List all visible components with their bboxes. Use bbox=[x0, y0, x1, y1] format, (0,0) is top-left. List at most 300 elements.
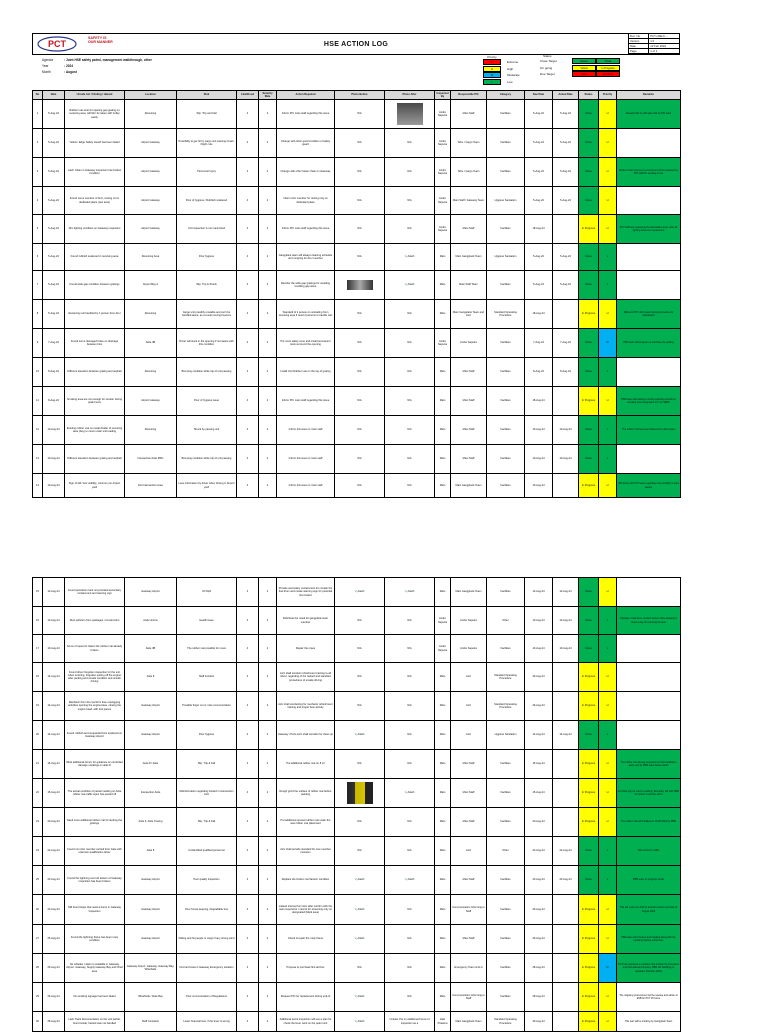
priority-badge: L bbox=[599, 271, 617, 300]
attachment-link[interactable]: 📎Attach bbox=[354, 590, 365, 594]
page-title: HSE ACTION LOG bbox=[323, 41, 389, 48]
row-finding: Existing rubber mat on metal divider of receiving area (bay) to move under unit loading bbox=[65, 416, 125, 445]
status-badge: Close bbox=[579, 129, 599, 158]
row-category: Other bbox=[487, 837, 525, 866]
row-likelihood: 4 bbox=[237, 244, 259, 271]
attachment-link[interactable]: 📎Attach bbox=[354, 878, 365, 882]
attachment-link[interactable]: 📎Attach bbox=[354, 733, 365, 737]
row-actual-date: 5-Aug-24 bbox=[553, 187, 579, 215]
status-badge: Close bbox=[579, 100, 599, 129]
row-category: Facilities bbox=[487, 895, 525, 925]
row-responsible-pic: ALU bbox=[451, 837, 487, 866]
row-likelihood: 4 bbox=[237, 779, 259, 808]
row-actual-date bbox=[553, 387, 579, 416]
row-due-date: 26-Aug-24 bbox=[525, 895, 553, 925]
row-likelihood: 4 bbox=[237, 100, 259, 129]
row-photo-before bbox=[335, 866, 385, 895]
row-risk: Poor hygiene bbox=[177, 244, 237, 271]
row-risk: Poor communication of Regulations bbox=[177, 983, 237, 1012]
row-finding: Found driver forgotten inspection for the unit when entering, forgotten putting off the engine after parking and unsafe condition and unsafe driving bbox=[65, 663, 125, 692]
row-finding: Some of ropes for fasten the rubber mat already broken bbox=[65, 635, 125, 663]
row-finding: Need more additional rubber mat for landing the gratings bbox=[65, 808, 125, 837]
row-responsible-pic: Main Staff bbox=[451, 358, 487, 387]
row-photo-before: N/A bbox=[335, 100, 385, 129]
priority-badge: H bbox=[599, 779, 617, 808]
row-finding: Dust pollution from packages / construction bbox=[65, 607, 125, 635]
row-likelihood: 4 bbox=[237, 837, 259, 866]
attachment-link[interactable]: 📎Attach bbox=[404, 283, 415, 287]
status-badge: Close bbox=[579, 837, 599, 866]
row-date: 5-Aug-24 bbox=[43, 100, 65, 129]
row-likelihood: 4 bbox=[237, 663, 259, 692]
row-severity: 2 bbox=[259, 445, 277, 474]
row-due-date: 13-Aug-24 bbox=[525, 607, 553, 635]
row-risk: Possibility to get hit by cargo unit causing Crash-Flight cuts bbox=[177, 129, 237, 158]
column-header: Inspected By bbox=[436, 91, 449, 98]
row-number: 5 bbox=[33, 215, 43, 244]
row-date: 14-Aug-24 bbox=[43, 721, 65, 750]
row-risk: Oil Spill bbox=[177, 578, 237, 607]
row-finding: Receiving unit handled by 1 person from ALU bbox=[65, 300, 125, 329]
row-inspected-by: Main bbox=[435, 445, 451, 474]
row-risk: Less information by driver when driving in Airport yard bbox=[177, 474, 237, 498]
row-risk: Staff Incident bbox=[177, 663, 237, 692]
row-number: 3 bbox=[33, 158, 43, 187]
row-photo-after: N/A bbox=[385, 158, 435, 187]
row-responsible-pic: Main Staff bbox=[451, 100, 487, 129]
row-photo-before: N/A bbox=[335, 244, 385, 271]
row-number: 27 bbox=[33, 925, 43, 954]
row-inspected-by: Main bbox=[435, 925, 451, 954]
status-badge: Close bbox=[579, 721, 599, 750]
row-inspected-by: Andre Saputra bbox=[435, 158, 451, 187]
row-responsible-pic: Communication Informing to Staff bbox=[451, 895, 487, 925]
attachment-link[interactable]: 📎Attach bbox=[354, 1019, 365, 1023]
row-location: Gateway Airport, Gateway, Gateway Bay, Wharfside bbox=[125, 954, 177, 983]
status-badge: In Progress bbox=[579, 750, 599, 779]
row-likelihood: 4 bbox=[237, 578, 259, 607]
row-photo-before bbox=[335, 983, 385, 1012]
row-due-date: 5-Aug-24 bbox=[525, 271, 553, 300]
row-date: 8-Aug-24 bbox=[43, 358, 65, 387]
row-photo-before: N/A bbox=[335, 692, 385, 721]
priority-badge: L bbox=[599, 445, 617, 474]
row-location: Staff Container bbox=[125, 1012, 177, 1032]
row-photo-after: N/A bbox=[385, 300, 435, 329]
row-risk: Health issue bbox=[177, 607, 237, 635]
row-remarks: SBG and PCT will create training procedure for beforehand bbox=[617, 300, 681, 329]
row-photo-after bbox=[385, 866, 435, 895]
row-due-date: 30-Aug-24 bbox=[525, 1012, 553, 1032]
row-action-required: Inform PIC main staff regarding this issue bbox=[277, 100, 335, 129]
row-photo-before: N/A bbox=[335, 215, 385, 244]
row-responsible-pic: Andre Saputra bbox=[451, 635, 487, 663]
table-row bbox=[33, 663, 681, 692]
row-actual-date bbox=[553, 808, 579, 837]
row-remarks: This will under the draft of annual Incident technical 13 August 2024 bbox=[617, 895, 681, 925]
column-header: No bbox=[33, 91, 43, 100]
row-due-date: 7-Aug-24 bbox=[525, 329, 553, 358]
action-log-table-top bbox=[32, 90, 681, 498]
column-header: Severity Rate bbox=[259, 91, 277, 100]
row-finding: Found some member of ALU, resting not in dedicated place (rest area) bbox=[65, 187, 125, 215]
row-actual-date: 7-Aug-24 bbox=[553, 329, 579, 358]
row-category: Facilities bbox=[487, 445, 525, 474]
row-actual-date: 8-Aug-24 bbox=[553, 358, 579, 387]
row-category: Facilities bbox=[487, 635, 525, 663]
priority-badge: L bbox=[599, 837, 617, 866]
row-due-date: 18-Aug-24 bbox=[525, 215, 553, 244]
row-responsible-pic: ALU bbox=[451, 721, 487, 750]
row-location: Wharfside / Aisle Bay bbox=[125, 983, 177, 1012]
row-location: Receiving bbox=[125, 100, 177, 129]
priority-badge: H bbox=[599, 663, 617, 692]
column-header: Status bbox=[579, 91, 599, 100]
row-actual-date bbox=[553, 692, 579, 721]
row-actual-date bbox=[553, 750, 579, 779]
column-header: Location bbox=[125, 91, 177, 100]
priority-badge: H bbox=[599, 983, 617, 1012]
row-due-date: 10-Aug-24 bbox=[525, 445, 553, 474]
row-remarks: PBM team still checked and installed along with the repairing lighting subsurface bbox=[617, 925, 681, 954]
row-date: 5-Aug-24 bbox=[43, 158, 65, 187]
row-actual-date bbox=[553, 474, 579, 498]
row-finding: Still found Gaps that need a bump in Gateway Inspection bbox=[65, 895, 125, 925]
column-header: Action Required bbox=[277, 91, 335, 100]
row-finding: Mechanic from ALU perform fuse unplugging activities opening the engine base, closing the engine head, with tool pieces bbox=[65, 692, 125, 721]
row-actual-date bbox=[553, 954, 579, 983]
row-location: Airport Bay A bbox=[125, 271, 177, 300]
row-date: 23-Aug-24 bbox=[43, 866, 65, 895]
status-badge: Close bbox=[579, 416, 599, 445]
status-badge: In Progress bbox=[579, 300, 599, 329]
row-inspected-by: Main bbox=[435, 954, 451, 983]
row-photo-after bbox=[385, 779, 435, 808]
row-inspected-by: Main bbox=[435, 866, 451, 895]
attachment-link[interactable]: 📎Attach bbox=[354, 907, 365, 911]
attachment-link[interactable]: 📎Attach bbox=[404, 791, 415, 795]
row-inspected-by: Zaki Pratama bbox=[435, 1012, 451, 1032]
table-row bbox=[33, 692, 681, 721]
status-badge: In Progress bbox=[579, 925, 599, 954]
row-date: 10-Aug-24 bbox=[43, 474, 65, 498]
row-severity: 2 bbox=[259, 837, 277, 866]
row-remarks: Broken chain has been secured and will be replaced by PCT staff for sending to use bbox=[617, 158, 681, 187]
row-action-required: Put more safety cone and install permanent tools surround the opening bbox=[277, 329, 335, 358]
row-responsible-pic: Main Staff bbox=[451, 445, 487, 474]
row-risk: Driver will stuck in the opening if not aware with this condition bbox=[177, 329, 237, 358]
row-date: 5-Aug-24 bbox=[43, 215, 65, 244]
row-due-date: 15-Aug-24 bbox=[525, 750, 553, 779]
row-severity: 2 bbox=[259, 692, 277, 721]
row-remarks bbox=[617, 663, 681, 692]
row-actual-date: 13-Aug-24 bbox=[553, 607, 579, 635]
row-location: Gateway Airport bbox=[125, 866, 177, 895]
row-responsible-pic: Main Staff bbox=[451, 750, 487, 779]
row-action-required: Propose to purchase first aid box bbox=[277, 954, 335, 983]
status-badge: In Progress bbox=[579, 954, 599, 983]
row-action-required: Reorder the wide gap gratings for avoiding tumbling gap issue bbox=[277, 271, 335, 300]
row-photo-before: N/A bbox=[335, 387, 385, 416]
row-photo-before bbox=[335, 271, 385, 300]
row-photo-before: N/A bbox=[335, 329, 385, 358]
row-severity: 2 bbox=[259, 300, 277, 329]
table-row bbox=[33, 244, 681, 271]
table-row bbox=[33, 837, 681, 866]
row-photo-before: N/A bbox=[335, 607, 385, 635]
row-due-date: 28-Aug-24 bbox=[525, 983, 553, 1012]
row-responsible-pic: Main Staff / Gateway Team bbox=[451, 187, 487, 215]
row-photo-before: N/A bbox=[335, 158, 385, 187]
row-due-date: 28-Aug-24 bbox=[525, 954, 553, 983]
row-severity: 2 bbox=[259, 866, 277, 895]
row-photo-after: N/A bbox=[385, 416, 435, 445]
priority-badge: L bbox=[599, 358, 617, 387]
row-number: 2 bbox=[33, 129, 43, 158]
status-badge: Close bbox=[579, 329, 599, 358]
row-photo-before: N/A bbox=[335, 416, 385, 445]
svg-text:PCT: PCT bbox=[48, 39, 66, 49]
row-remarks bbox=[617, 358, 681, 387]
row-severity: 2 bbox=[259, 721, 277, 750]
row-inspected-by: Main bbox=[435, 300, 451, 329]
row-risk: Slip, Trip and Fall bbox=[177, 100, 237, 129]
table-row bbox=[33, 100, 681, 129]
row-severity: 2 bbox=[259, 329, 277, 358]
row-photo-after: N/A bbox=[385, 474, 435, 498]
row-likelihood: 4 bbox=[237, 866, 259, 895]
row-location: Receiving Area bbox=[125, 244, 177, 271]
row-due-date: 8-Aug-24 bbox=[525, 358, 553, 387]
row-number: 30 bbox=[33, 1012, 43, 1032]
row-photo-after bbox=[385, 578, 435, 607]
row-due-date: 12-Aug-24 bbox=[525, 578, 553, 607]
row-photo-after: N/A bbox=[385, 215, 435, 244]
row-risk: Bumping condition while trip of unit passing bbox=[177, 358, 237, 387]
row-action-required: Liaised interna from ALU after confirm with the main supervisor / cannot for screening only on designated (Mark area) bbox=[277, 895, 335, 925]
row-actual-date bbox=[553, 300, 579, 329]
row-remarks: The rubber mat will installed on 15-08-2024 by PBM bbox=[617, 808, 681, 837]
row-location: Aisle 3, Aisle Tracing bbox=[125, 808, 177, 837]
table-row bbox=[33, 271, 681, 300]
row-risk: Falling and hit people or cargo if any strong wind bbox=[177, 925, 237, 954]
row-category: Facilities bbox=[487, 329, 525, 358]
table-row bbox=[33, 215, 681, 244]
row-category: Other bbox=[487, 607, 525, 635]
row-due-date: 10-Aug-24 bbox=[525, 474, 553, 498]
status-badge: Close bbox=[579, 866, 599, 895]
row-number: 12 bbox=[33, 416, 43, 445]
row-risk: Lower financial loss, if the lever is wrong bbox=[177, 1012, 237, 1032]
row-severity: 2 bbox=[259, 1012, 277, 1032]
row-photo-before bbox=[335, 1012, 385, 1032]
priority-badge: M bbox=[599, 954, 617, 983]
row-risk: Poor hygiene bbox=[177, 721, 237, 750]
row-action-required: Gateway / Ports ALU shall consider for clean up bbox=[277, 721, 335, 750]
row-number: 20 bbox=[33, 721, 43, 750]
table-row bbox=[33, 895, 681, 925]
attachment-link[interactable]: 📎Attach bbox=[354, 995, 365, 999]
row-category: Facilities bbox=[487, 750, 525, 779]
row-responsible-pic: Communication Informing to Staff bbox=[451, 983, 487, 1012]
row-category: Facilities bbox=[487, 158, 525, 187]
table-row bbox=[33, 300, 681, 329]
row-category: Standard Operating Procedure bbox=[487, 663, 525, 692]
row-likelihood: 4 bbox=[237, 721, 259, 750]
row-finding: No smoking signage has been faded bbox=[65, 983, 125, 1012]
row-remarks: PBM team still progress to purchase the grating bbox=[617, 329, 681, 358]
row-remarks: Already hold on with gate that by PIC team bbox=[617, 100, 681, 129]
row-number: 22 bbox=[33, 779, 43, 808]
row-severity: 2 bbox=[259, 358, 277, 387]
status-badge: In Progress bbox=[579, 663, 599, 692]
row-category: Facilities bbox=[487, 129, 525, 158]
row-remarks bbox=[617, 578, 681, 607]
row-category: Facilities bbox=[487, 578, 525, 607]
row-likelihood: 4 bbox=[237, 925, 259, 954]
row-inspected-by: Andre Saputra bbox=[435, 635, 451, 663]
row-number: 6 bbox=[33, 244, 43, 271]
priority-badge: H bbox=[599, 100, 617, 129]
attachment-link[interactable]: 📎Attach bbox=[404, 878, 415, 882]
status-badge: Close bbox=[579, 607, 599, 635]
row-action-required: Put additional rubber mat on 8 ml bbox=[277, 750, 335, 779]
row-finding: Latch Chain in Gateway inspection has broken condition bbox=[65, 158, 125, 187]
row-category: Facilities bbox=[487, 358, 525, 387]
row-inspected-by: Main bbox=[435, 779, 451, 808]
row-inspected-by: Main bbox=[435, 895, 451, 925]
attachment-link[interactable]: 📎Attach bbox=[354, 937, 365, 941]
row-number: 13 bbox=[33, 445, 43, 474]
row-number: 7 bbox=[33, 271, 43, 300]
table-row bbox=[33, 635, 681, 663]
row-severity: 2 bbox=[259, 100, 277, 129]
row-responsible-pic: Main Staff bbox=[451, 925, 487, 954]
row-photo-before bbox=[335, 925, 385, 954]
attachment-link[interactable]: 📎Attach bbox=[404, 590, 415, 594]
row-inspected-by: Main bbox=[435, 808, 451, 837]
finding-photo bbox=[347, 782, 373, 804]
priority-badge: M bbox=[599, 329, 617, 358]
row-remarks: Will study with PCT team regarding more visibility in yard aspect bbox=[617, 474, 681, 498]
row-action-required: Inform ALU member for resting only on dedicated place bbox=[277, 187, 335, 215]
table-row bbox=[33, 358, 681, 387]
status-badge: In Progress bbox=[579, 808, 599, 837]
row-number: 9 bbox=[33, 329, 43, 358]
row-risk: Bumping condition while trip of unit passing bbox=[177, 445, 237, 474]
row-finding: Different elevation between grating and asphalt bbox=[65, 445, 125, 474]
row-finding: Dim lighting condition on Gateway inspection bbox=[65, 215, 125, 244]
row-likelihood: 4 bbox=[237, 445, 259, 474]
row-action-required: Standard of 2 person on unloading from receiving area if need 2 persons to handle cart bbox=[277, 300, 335, 329]
status-badge: In Progress bbox=[579, 387, 599, 416]
row-due-date: 20-Aug-24 bbox=[525, 808, 553, 837]
row-likelihood: 4 bbox=[237, 358, 259, 387]
row-photo-before: N/A bbox=[335, 129, 385, 158]
row-severity: 2 bbox=[259, 607, 277, 635]
row-category: Facilities bbox=[487, 983, 525, 1012]
row-category: Facilities bbox=[487, 808, 525, 837]
row-category: Facilities bbox=[487, 474, 525, 498]
row-action-required: Change with other good condition of safety guard bbox=[277, 129, 335, 158]
row-date: 7-Aug-24 bbox=[43, 329, 65, 358]
row-date: 8-Aug-24 bbox=[43, 387, 65, 416]
row-likelihood: 4 bbox=[237, 1012, 259, 1032]
row-photo-after: N/A bbox=[385, 954, 435, 983]
table-row bbox=[33, 578, 681, 607]
column-header: Photo After bbox=[385, 91, 435, 100]
row-location: Gateway Airport bbox=[125, 578, 177, 607]
row-photo-after: N/A bbox=[385, 329, 435, 358]
row-likelihood: 4 bbox=[237, 129, 259, 158]
row-photo-before: N/A bbox=[335, 837, 385, 866]
table-row bbox=[33, 750, 681, 779]
row-action-required: ALU shall provide standard for new member inclusion bbox=[277, 837, 335, 866]
row-actual-date bbox=[553, 925, 579, 954]
row-due-date: 10-Aug-24 bbox=[525, 416, 553, 445]
row-responsible-pic: Main Staff bbox=[451, 387, 487, 416]
row-finding: Found rubbish and unguarded bins scattered on Gateway Airport bbox=[65, 721, 125, 750]
row-photo-after: N/A bbox=[385, 808, 435, 837]
priority-badge: L bbox=[599, 416, 617, 445]
row-finding: Found wide gap condition between gratings bbox=[65, 271, 125, 300]
row-risk: Slip, Trip & Struck bbox=[177, 271, 237, 300]
row-remarks: The rubber mat has been fastened by using ropes bbox=[617, 416, 681, 445]
row-category: Facilities bbox=[487, 100, 525, 129]
row-likelihood: 4 bbox=[237, 158, 259, 187]
status-badge: In Progress bbox=[579, 692, 599, 721]
document-meta-table: Doc. No. PCT-HSE-F-... Version 1.0 Date 12 Feb 2024 Page 1 of 1 bbox=[628, 33, 680, 54]
row-category: Facilities bbox=[487, 387, 525, 416]
row-likelihood: 4 bbox=[237, 271, 259, 300]
row-photo-before: N/A bbox=[335, 954, 385, 983]
table-row bbox=[33, 721, 681, 750]
row-finding: Yellow / Edge Safety Guard has been faded bbox=[65, 129, 125, 158]
priority-badge: L bbox=[599, 244, 617, 271]
priority-badge: H bbox=[599, 129, 617, 158]
column-header: Due Date bbox=[525, 91, 553, 100]
row-photo-after: N/A bbox=[385, 925, 435, 954]
row-likelihood: 4 bbox=[237, 954, 259, 983]
row-action-required: Provide secondary containment for contain the fuel drum and create warning sign for potential fire hazard bbox=[277, 578, 335, 607]
row-severity: 2 bbox=[259, 925, 277, 954]
attachment-link[interactable]: 📎Attach bbox=[404, 255, 415, 259]
row-inspected-by: Main bbox=[435, 837, 451, 866]
column-header: Risk bbox=[177, 91, 237, 100]
priority-badge: H bbox=[599, 187, 617, 215]
row-location: Aisle 8 / Aisle bbox=[125, 750, 177, 779]
row-finding: Smoking area are not enough for smoker during peak hours bbox=[65, 387, 125, 416]
row-category: Hygiene Sanitation bbox=[487, 187, 525, 215]
column-header: Photo Before bbox=[335, 91, 385, 100]
row-responsible-pic: ALU bbox=[451, 663, 487, 692]
row-number: 4 bbox=[33, 187, 43, 215]
row-number: 29 bbox=[33, 983, 43, 1012]
column-header: Unsafe Act / Finding / Hazard bbox=[65, 91, 125, 100]
row-severity: 2 bbox=[259, 387, 277, 416]
status-badge: Close bbox=[579, 635, 599, 663]
row-risk: Unidentified qualified personnel bbox=[177, 837, 237, 866]
priority-badge: L bbox=[599, 635, 617, 663]
column-header: Likelihood bbox=[237, 91, 259, 100]
row-remarks: PBM team still waiting to study regarding combined smoking area designated for it by SEBP bbox=[617, 387, 681, 416]
priority-badge: H bbox=[599, 474, 617, 498]
table-row bbox=[33, 866, 681, 895]
row-likelihood: 4 bbox=[237, 416, 259, 445]
status-badge: In Progress bbox=[579, 1012, 599, 1032]
row-action-required: Inform PIC main staff regarding this issue bbox=[277, 387, 335, 416]
row-date: 20-Aug-24 bbox=[43, 808, 65, 837]
